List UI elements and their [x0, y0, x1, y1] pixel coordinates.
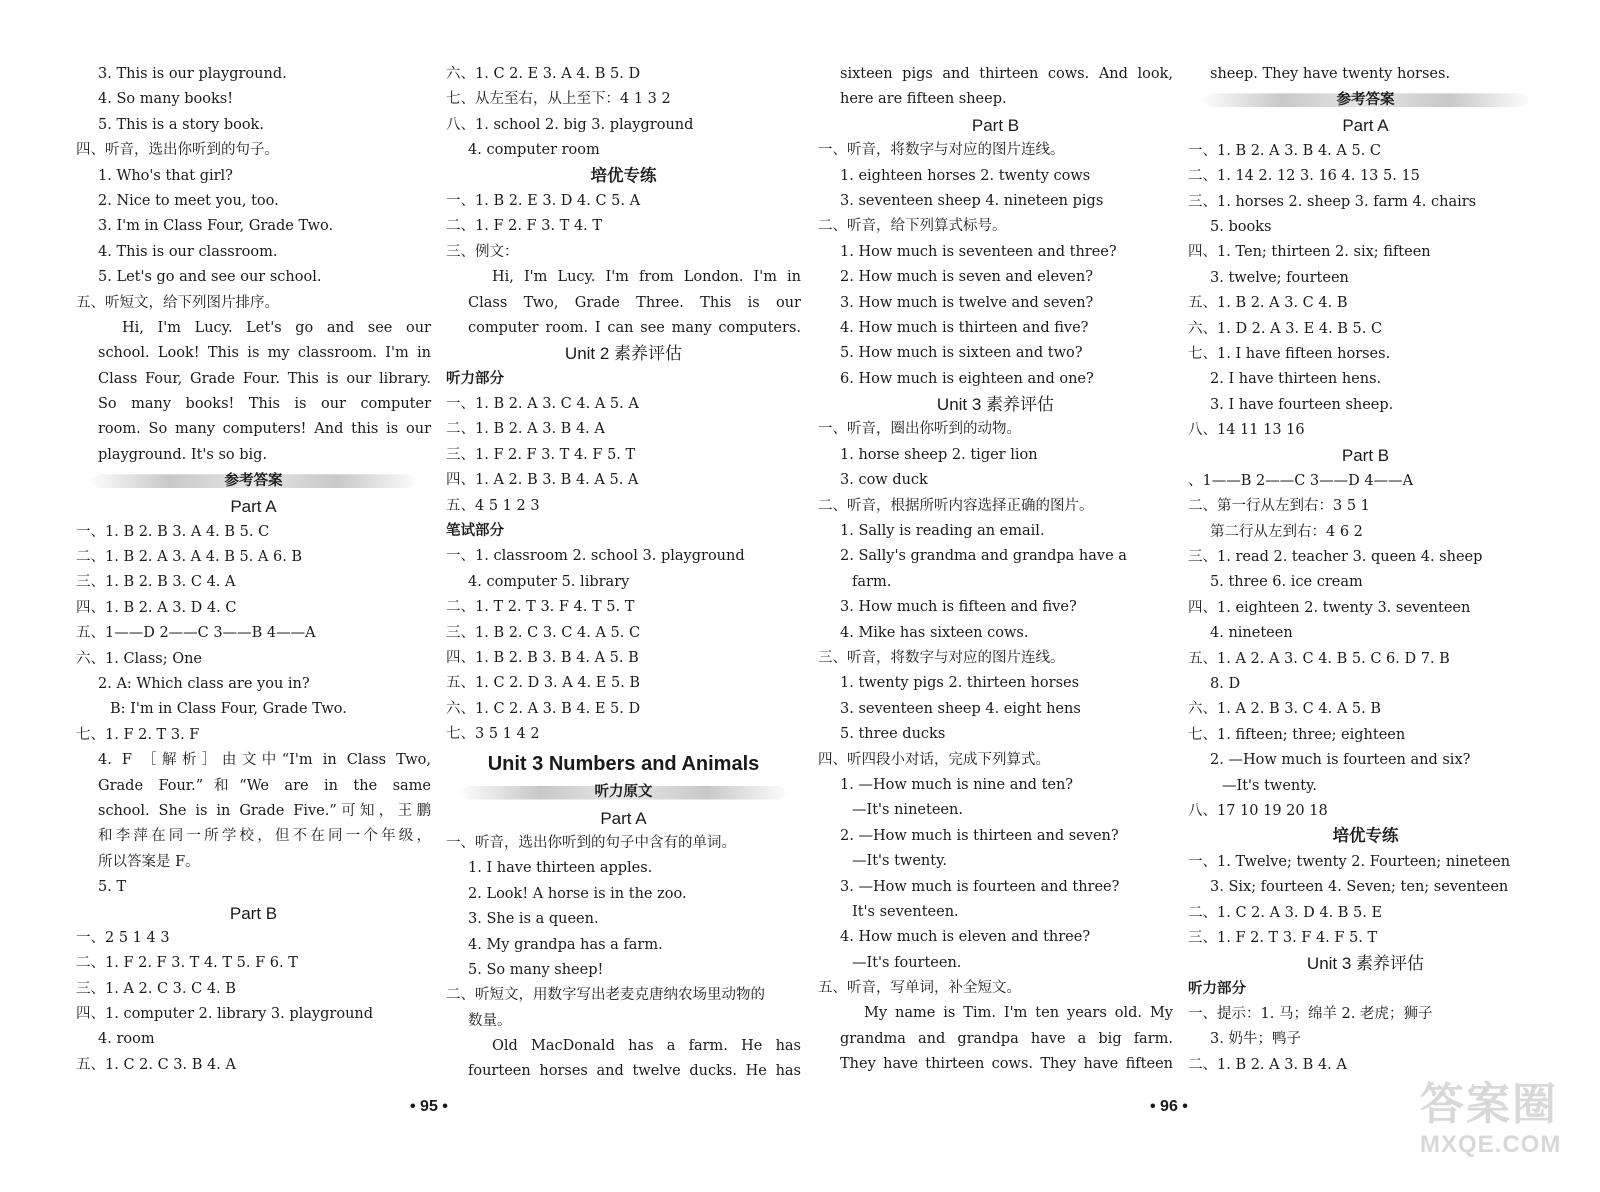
text-line: 二、1. B 2. A 3. B 4. A	[446, 421, 605, 438]
text-line: 2. Look! A horse is in the zoo.	[468, 885, 687, 902]
section-banner	[456, 780, 791, 806]
text-line: 3. twelve; fourteen	[1210, 269, 1349, 286]
text-line: 2. —How much is thirteen and seven?	[840, 827, 1119, 844]
text-line: 五、4 5 1 2 3	[446, 497, 540, 514]
text-line: 4. computer room	[468, 142, 600, 159]
text-line: 四、1. eighteen 2. twenty 3. seventeen	[1188, 599, 1471, 616]
paragraph-line: Class Two, Grade Three. This is our	[468, 294, 801, 311]
text-line: 3. How much is fifteen and five?	[840, 599, 1077, 616]
paragraph-line: Old MacDonald has a farm. He has	[492, 1038, 801, 1055]
text-line: 二、听短文，用数字写出老麦克唐纳农场里动物的	[446, 987, 765, 1004]
text-line: 七、1. F 2. T 3. F	[76, 726, 200, 743]
text-line: 5. three 6. ice cream	[1210, 574, 1363, 591]
column-1	[76, 62, 431, 1078]
section-heading: Unit 3 素养评估	[1306, 954, 1425, 974]
section-heading: Part B	[229, 903, 278, 923]
text-line: 一、听音，将数字与对应的图片连线。	[818, 142, 1065, 159]
paragraph-line: Class Four, Grade Four. This is our library.	[98, 370, 431, 387]
paragraph-line: 4. F ［解析］由文中“I'm in Class Two,	[98, 752, 431, 769]
text-line: 4. computer 5. library	[468, 573, 630, 590]
text-line: 二、听音，给下列算式标号。	[818, 218, 1007, 235]
text-line: 五、1. C 2. D 3. A 4. E 5. B	[446, 675, 641, 692]
section-heading: 培优专练	[590, 166, 657, 185]
paragraph-line: room. So many computers! And this is our	[98, 421, 431, 438]
text-line: It's seventeen.	[852, 903, 959, 920]
text-line: 4. nineteen	[1210, 625, 1293, 642]
text-line: 四、1. computer 2. library 3. playground	[76, 1006, 374, 1023]
text-line: 3. This is our playground.	[98, 66, 287, 82]
text-line: 3. —How much is fourteen and three?	[840, 878, 1120, 895]
text-line: 六、1. D 2. A 3. E 4. B 5. C	[1188, 320, 1383, 337]
paragraph-line: Hi, I'm Lucy. Let's go and see our	[122, 319, 431, 336]
text-line: 二、1. T 2. T 3. F 4. T 5. T	[446, 599, 635, 616]
text-line: 二、听音，根据所听内容选择正确的图片。	[818, 497, 1094, 514]
text-line: 八、1. school 2. big 3. playground	[446, 116, 694, 133]
text-line: 一、听音，选出你听到的句子中含有的单词。	[446, 834, 736, 851]
text-line: 1. How much is seventeen and three?	[840, 243, 1117, 260]
section-banner	[1198, 87, 1533, 113]
text-line: 4. So many books!	[98, 91, 234, 108]
text-line: 1. Who's that girl?	[98, 167, 233, 184]
text-line: 1. —How much is nine and ten?	[840, 776, 1074, 793]
text-line: 3. seventeen sheep 4. eight hens	[840, 700, 1081, 717]
paragraph-line: grandma and grandpa have a big farm.	[840, 1030, 1173, 1047]
text-line: 二、1. C 2. A 3. D 4. B 5. E	[1188, 904, 1383, 921]
paragraph-line: So many books! This is our computer	[98, 396, 431, 413]
text-line: 二、1. 14 2. 12 3. 16 4. 13 5. 15	[1188, 168, 1420, 185]
text-line: 四、听四段小对话，完成下列算式。	[818, 751, 1050, 768]
paragraph-line: computer room. I can see many computers.	[468, 319, 801, 336]
text-line: 四、听音，选出你听到的句子。	[76, 142, 279, 159]
text-line: 七、3 5 1 4 2	[446, 726, 540, 743]
text-line: 二、第一行从左到右：3 5 1	[1188, 498, 1370, 515]
text-line: 2. I have thirteen hens.	[1210, 371, 1382, 388]
text-line: 三、1. A 2. C 3. C 4. B	[76, 980, 236, 997]
text-line: 4. room	[98, 1031, 155, 1048]
text-line: 三、例文：	[446, 243, 519, 260]
text-line: 5. How much is sixteen and two?	[840, 345, 1083, 362]
text-line: 5. three ducks	[840, 726, 946, 743]
text-line: 2. Sally's grandma and grandpa have a	[840, 548, 1127, 565]
watermark-logo	[1420, 1080, 1580, 1180]
text-line: 七、1. I have fifteen horses.	[1188, 345, 1391, 362]
text-line: 二、1. B 2. A 3. A 4. B 5. A 6. B	[76, 549, 303, 566]
text-line: 3. How much is twelve and seven?	[840, 294, 1094, 311]
text-line: 三、1. horses 2. sheep 3. farm 4. chairs	[1188, 193, 1477, 210]
text-line: 四、1. A 2. B 3. B 4. A 5. A	[446, 472, 639, 489]
section-heading: Part B	[971, 115, 1020, 135]
text-line: 一、1. B 2. A 3. C 4. A 5. A	[446, 396, 639, 413]
paragraph-line: fourteen horses and twelve ducks. He has	[468, 1063, 801, 1080]
banner-title: 参考答案	[224, 472, 283, 489]
text-line: 二、1. B 2. A 3. B 4. A	[1188, 1056, 1347, 1073]
text-line: 所以答案是 F。	[98, 853, 200, 870]
text-line: 五、1. B 2. A 3. C 4. B	[1188, 295, 1348, 312]
column-4	[1188, 62, 1543, 1078]
text-line: 4. My grandpa has a farm.	[468, 936, 663, 953]
text-line: 6. How much is eighteen and one?	[840, 370, 1094, 387]
banner-title: 参考答案	[1336, 91, 1395, 108]
text-line: 四、1. B 2. B 3. B 4. A 5. B	[446, 649, 639, 666]
text-line: 2. Nice to meet you, too.	[98, 192, 279, 209]
text-line: 5. T	[98, 879, 127, 896]
text-line: 六、1. A 2. B 3. C 4. A 5. B	[1188, 701, 1382, 718]
text-line: 三、听音，将数字与对应的图片连线。	[818, 649, 1065, 666]
text-line: 3. cow duck	[840, 472, 928, 489]
page-number-right: • 96 •	[1150, 1098, 1188, 1115]
text-line: 5. This is a story book.	[98, 116, 264, 133]
text-line: 七、1. fifteen; three; eighteen	[1188, 726, 1406, 743]
text-line: —It's twenty.	[852, 853, 947, 870]
text-line: 六、1. C 2. E 3. A 4. B 5. D	[446, 66, 641, 82]
column-2	[446, 62, 801, 1085]
text-line: 一、2 5 1 4 3	[76, 929, 170, 946]
text-line: 4. This is our classroom.	[98, 243, 278, 260]
text-line: 一、1. classroom 2. school 3. playground	[446, 548, 745, 565]
text-line: —It's twenty.	[1222, 777, 1317, 794]
text-line: 3. She is a queen.	[468, 911, 599, 928]
banner-title: 听力原文	[594, 783, 653, 800]
text-line: 五、1——D 2——C 3——B 4——A	[76, 625, 316, 642]
text-line: 三、1. B 2. B 3. C 4. A	[76, 574, 236, 591]
text-line: 四、1. B 2. A 3. D 4. C	[76, 599, 237, 616]
text-line: 五、听音，写单词，补全短文。	[818, 980, 1021, 997]
text-line: 数量。	[468, 1012, 512, 1029]
text-line: 八、14 11 13 16	[1188, 422, 1305, 439]
text-line: 1. I have thirteen apples.	[468, 860, 653, 877]
text-line: 五、1. C 2. C 3. B 4. A	[76, 1056, 236, 1073]
text-line: 三、1. F 2. T 3. F 4. F 5. T	[1188, 929, 1378, 946]
subsection-heading: 听力部分	[1188, 980, 1246, 997]
text-line: 三、1. read 2. teacher 3. queen 4. sheep	[1188, 549, 1483, 566]
text-line: 5. So many sheep!	[468, 961, 604, 978]
text-line: 、1——B 2——C 3——D 4——A	[1188, 472, 1414, 489]
text-line: 5. books	[1210, 218, 1272, 235]
text-line: 一、听音，圈出你听到的动物。	[818, 421, 1021, 438]
subsection-heading: 听力部分	[446, 370, 504, 387]
text-line: 二、1. F 2. F 3. T 4. T	[446, 218, 603, 235]
section-heading: Part A	[230, 497, 277, 517]
paragraph-line: Grade Four.”和“We are in the same	[98, 777, 431, 794]
subsection-heading: 笔试部分	[446, 523, 504, 540]
text-line: 一、1. B 2. A 3. B 4. A 5. C	[1188, 142, 1382, 159]
text-line: 3. seventeen sheep 4. nineteen pigs	[840, 192, 1104, 209]
paragraph-line: sixteen pigs and thirteen cows. And look,	[840, 66, 1173, 82]
column-3	[818, 62, 1173, 1078]
text-line: 4. How much is thirteen and five?	[840, 319, 1089, 336]
text-line: —It's fourteen.	[852, 954, 962, 971]
text-line: B: I'm in Class Four, Grade Two.	[110, 701, 347, 718]
paragraph-line: school. Look! This is my classroom. I'm in	[98, 345, 431, 362]
text-line: 1. Sally is reading an email.	[840, 523, 1045, 540]
watermark-url: MXQE.COM	[1420, 1131, 1562, 1158]
section-banner	[86, 468, 421, 494]
text-line: 3. 奶牛；鸭子	[1210, 1031, 1301, 1048]
text-line: 8. D	[1210, 675, 1241, 692]
section-heading: Part B	[1341, 446, 1390, 466]
section-heading: Unit 3 素养评估	[936, 395, 1055, 415]
text-line: 三、1. B 2. C 3. C 4. A 5. C	[446, 624, 641, 641]
section-heading: Unit 3 Numbers and Animals	[487, 752, 760, 775]
paragraph-line: Hi, I'm Lucy. I'm from London. I'm in	[492, 269, 801, 286]
text-line: 3. I have fourteen sheep.	[1210, 396, 1394, 413]
text-line: 一、1. B 2. B 3. A 4. B 5. C	[76, 523, 270, 540]
text-line: 八、17 10 19 20 18	[1188, 802, 1328, 819]
text-line: 五、1. A 2. A 3. C 4. B 5. C 6. D 7. B	[1188, 650, 1450, 667]
watermark-text: 答案圈	[1420, 1080, 1558, 1129]
text-line: 六、1. C 2. A 3. B 4. E 5. D	[446, 700, 641, 717]
text-line: sheep. They have twenty horses.	[1210, 66, 1451, 82]
text-line: 2. —How much is fourteen and six?	[1210, 752, 1471, 769]
paragraph-line: school. She is in Grade Five.”可知，王鹏	[98, 802, 431, 819]
text-line: 4. How much is eleven and three?	[840, 929, 1091, 946]
text-line: 1. horse sheep 2. tiger lion	[840, 446, 1038, 463]
text-line: 第二行从左到右：4 6 2	[1210, 523, 1363, 540]
paragraph-line: My name is Tim. I'm ten years old. My	[864, 1005, 1173, 1022]
text-line: 4. Mike has sixteen cows.	[840, 624, 1029, 641]
paragraph-line: playground. It's so big.	[98, 446, 268, 463]
text-line: 3. I'm in Class Four, Grade Two.	[98, 218, 334, 235]
text-line: 五、听短文，给下列图片排序。	[76, 294, 279, 311]
text-line: farm.	[852, 573, 892, 590]
paragraph-line: 和李萍在同一所学校，但不在同一个年级，	[98, 828, 431, 845]
page-number-left: • 95 •	[410, 1098, 448, 1115]
paragraph-line: They have thirteen cows. They have fifteen	[840, 1056, 1173, 1073]
text-line: 三、1. F 2. F 3. T 4. F 5. T	[446, 446, 636, 463]
text-line: 二、1. F 2. F 3. T 4. T 5. F 6. T	[76, 955, 298, 972]
section-heading: Unit 2 素养评估	[564, 344, 683, 364]
text-line: —It's nineteen.	[852, 802, 963, 819]
text-line: 一、1. B 2. E 3. D 4. C 5. A	[446, 192, 641, 209]
text-line: 2. A: Which class are you in?	[98, 675, 310, 692]
text-line: here are fifteen sheep.	[840, 91, 1007, 108]
text-line: 一、1. Twelve; twenty 2. Fourteen; nineteen	[1188, 853, 1511, 870]
text-line: 3. Six; fourteen 4. Seven; ten; seventeen	[1210, 879, 1509, 896]
section-heading: Part A	[1342, 116, 1389, 136]
text-line: 四、1. Ten; thirteen 2. six; fifteen	[1188, 244, 1431, 261]
text-line: 2. How much is seven and eleven?	[840, 269, 1093, 286]
text-line: 七、从左至右，从上至下：4 1 3 2	[446, 91, 671, 108]
section-heading: 培优专练	[1332, 827, 1399, 846]
section-heading: Part A	[600, 808, 647, 828]
text-line: 一、提示：1. 马；绵羊 2. 老虎；狮子	[1188, 1006, 1433, 1023]
text-line: 1. twenty pigs 2. thirteen horses	[840, 675, 1080, 692]
text-line: 1. eighteen horses 2. twenty cows	[840, 167, 1091, 184]
text-line: 5. Let's go and see our school.	[98, 269, 322, 286]
text-line: 六、1. Class; One	[76, 650, 203, 667]
